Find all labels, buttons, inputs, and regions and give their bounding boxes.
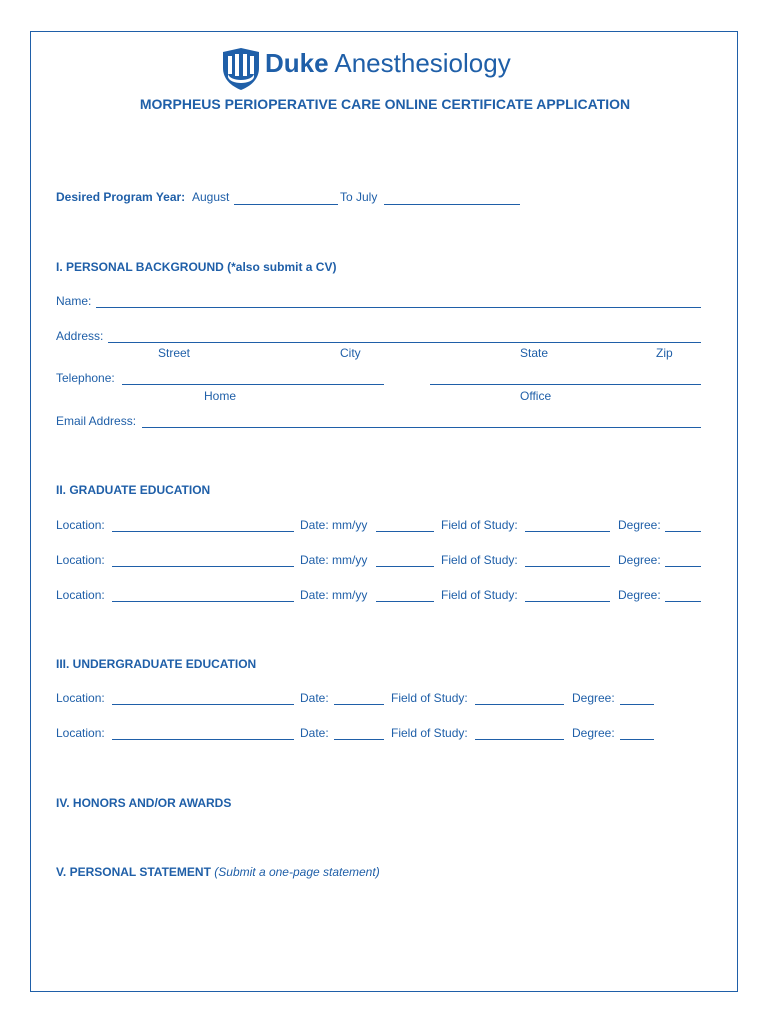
grad-date-field[interactable] <box>376 566 434 567</box>
section-graduate-heading: II. GRADUATE EDUCATION <box>56 483 211 497</box>
grad-degree-field[interactable] <box>665 531 701 532</box>
grad-field-label: Field of Study: <box>441 518 518 532</box>
grad-field-label: Field of Study: <box>441 588 518 602</box>
telephone-home-field[interactable] <box>122 384 384 385</box>
ug-degree-field[interactable] <box>620 704 654 705</box>
telephone-office-label: Office <box>520 389 552 403</box>
ug-location-field[interactable] <box>112 739 294 740</box>
grad-degree-field[interactable] <box>665 601 701 602</box>
section-statement-heading <box>56 865 380 879</box>
logo-brand: Duke <box>265 48 329 78</box>
address-label: Address: <box>56 329 104 343</box>
ug-date-label: Date: <box>300 691 329 705</box>
ug-degree-field[interactable] <box>620 739 654 740</box>
telephone-office-field[interactable] <box>430 384 701 385</box>
ug-field-label: Field of Study: <box>391 726 468 740</box>
section-personal-heading: I. PERSONAL BACKGROUND (*also submit a CV) <box>56 260 337 274</box>
grad-location-label: Location: <box>56 518 105 532</box>
program-year-to-label: To July <box>340 190 378 204</box>
grad-field-label: Field of Study: <box>441 553 518 567</box>
grad-location-label: Location: <box>56 588 105 602</box>
telephone-home-label: Home <box>204 389 237 403</box>
grad-date-label: Date: mm/yy <box>300 588 368 602</box>
ug-field-field[interactable] <box>475 739 564 740</box>
grad-date-field[interactable] <box>376 531 434 532</box>
grad-degree-field[interactable] <box>665 566 701 567</box>
program-year-label: Desired Program Year: <box>56 190 186 204</box>
ug-location-label: Location: <box>56 691 105 705</box>
address-city-label: City <box>340 346 361 360</box>
address-state-label: State <box>520 346 549 360</box>
program-year-from-field[interactable] <box>234 204 338 205</box>
logo-department: Anesthesiology <box>334 48 511 78</box>
grad-location-label: Location: <box>56 553 105 567</box>
ug-degree-label: Degree: <box>572 691 615 705</box>
program-year-from-label: August <box>192 190 230 204</box>
statement-note: (Submit a one-page statement) <box>214 865 380 879</box>
grad-location-field[interactable] <box>112 531 294 532</box>
address-field[interactable] <box>108 342 701 343</box>
section-honors-heading: IV. HONORS AND/OR AWARDS <box>56 796 232 810</box>
ug-location-label: Location: <box>56 726 105 740</box>
address-street-label: Street <box>158 346 191 360</box>
ug-date-field[interactable] <box>334 739 384 740</box>
grad-field-field[interactable] <box>525 601 610 602</box>
statement-heading-text: V. PERSONAL STATEMENT <box>56 865 211 879</box>
ug-date-field[interactable] <box>334 704 384 705</box>
grad-degree-label: Degree: <box>618 518 661 532</box>
address-zip-label: Zip <box>656 346 673 360</box>
grad-field-field[interactable] <box>525 566 610 567</box>
grad-degree-label: Degree: <box>618 588 661 602</box>
email-label: Email Address: <box>56 414 137 428</box>
logo-text <box>265 48 511 79</box>
grad-location-field[interactable] <box>112 601 294 602</box>
duke-shield-icon <box>221 46 261 90</box>
grad-date-field[interactable] <box>376 601 434 602</box>
ug-field-field[interactable] <box>475 704 564 705</box>
section-undergraduate-heading: III. UNDERGRADUATE EDUCATION <box>56 657 257 671</box>
grad-degree-label: Degree: <box>618 553 661 567</box>
email-field[interactable] <box>142 427 701 428</box>
ug-field-label: Field of Study: <box>391 691 468 705</box>
program-year-to-field[interactable] <box>384 204 520 205</box>
document-title: MORPHEUS PERIOPERATIVE CARE ONLINE CERTIFICATE APPLICATION <box>139 96 631 112</box>
ug-degree-label: Degree: <box>572 726 615 740</box>
page-border <box>30 31 738 992</box>
ug-date-label: Date: <box>300 726 329 740</box>
name-field[interactable] <box>96 307 701 308</box>
name-label: Name: <box>56 294 92 308</box>
grad-location-field[interactable] <box>112 566 294 567</box>
grad-date-label: Date: mm/yy <box>300 518 368 532</box>
grad-field-field[interactable] <box>525 531 610 532</box>
grad-date-label: Date: mm/yy <box>300 553 368 567</box>
telephone-label: Telephone: <box>56 371 115 385</box>
ug-location-field[interactable] <box>112 704 294 705</box>
